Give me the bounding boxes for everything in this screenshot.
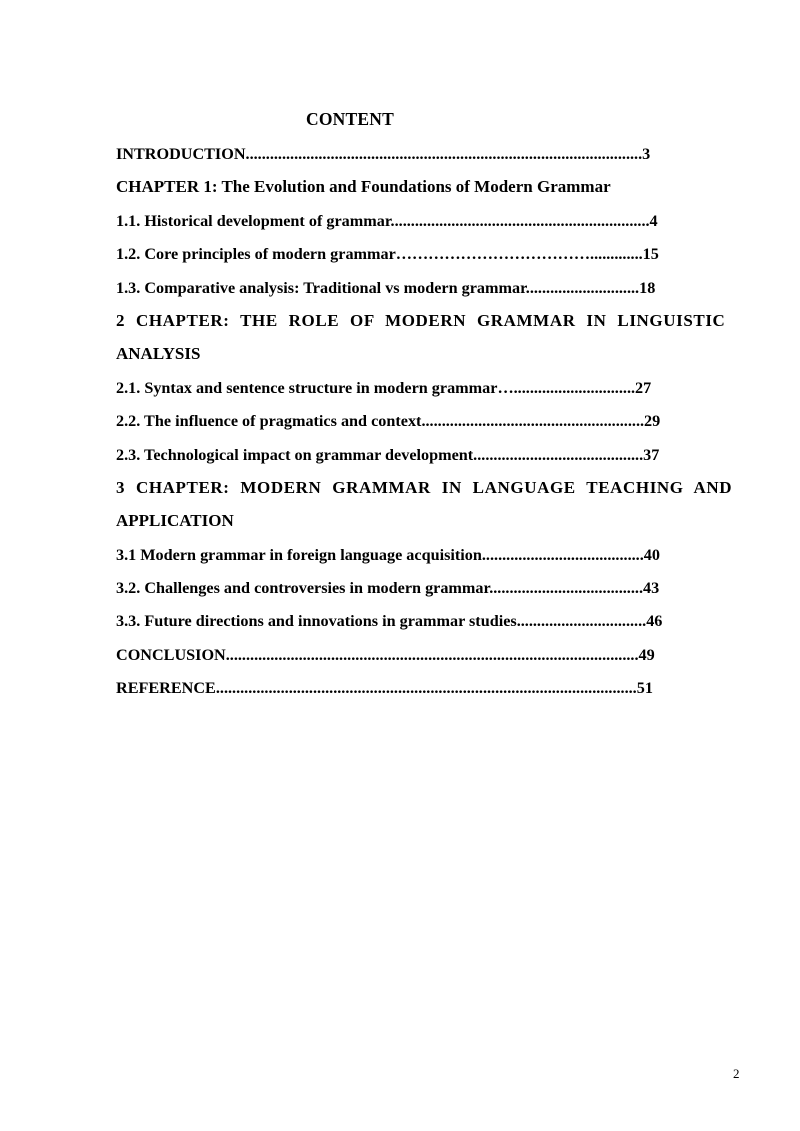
toc-page-number: 37 — [643, 445, 660, 464]
toc-entry-title: 2.3. Technological impact on grammar development — [116, 445, 474, 464]
toc-chapter-2-heading[interactable] — [116, 307, 742, 340]
toc-entry-title: 3.3. Future directions and innovations in grammar studies — [116, 612, 517, 631]
toc-entry-3-3[interactable] — [116, 607, 742, 640]
toc-entry-title: INTRODUCTION — [116, 145, 246, 163]
toc-page-number: 29 — [644, 412, 661, 431]
toc-entry-title: ANALYSIS — [116, 344, 201, 364]
toc-leader: ........................................ — [481, 545, 644, 564]
toc-entry-1-1[interactable] — [116, 207, 742, 240]
toc-entry-conclusion[interactable] — [116, 641, 738, 674]
toc-leader: ...................................................................................................... — [225, 645, 639, 664]
toc-chapter-3-heading[interactable] — [116, 474, 742, 507]
toc-entry-title: REFERENCE — [116, 679, 216, 698]
toc-page-number: 15 — [642, 245, 659, 264]
toc-page-number: 40 — [643, 545, 660, 564]
toc-entry-title: 1.2. Core principles of modern grammar — [116, 245, 396, 264]
toc-page-number: 49 — [638, 645, 655, 664]
toc-entry-title: 1.3. Comparative analysis: Traditional vs modern grammar — [116, 278, 526, 297]
table-of-contents — [116, 140, 742, 708]
toc-entry-2-1[interactable] — [116, 374, 742, 407]
toc-leader: ………………………………............. — [395, 245, 643, 264]
toc-chapter-1-heading[interactable] — [116, 173, 742, 206]
toc-page-number: 27 — [635, 378, 652, 397]
toc-entry-introduction[interactable] — [116, 140, 742, 173]
toc-entry-1-2[interactable] — [116, 240, 742, 273]
toc-entry-reference[interactable] — [116, 674, 738, 707]
toc-entry-title: 3 CHAPTER: MODERN GRAMMAR IN LANGUAGE TEACHING AND — [116, 477, 733, 497]
toc-entry-title: 2.2. The influence of pragmatics and context — [116, 412, 422, 431]
toc-leader: ….............................. — [497, 378, 636, 397]
toc-page-number: 51 — [636, 679, 653, 698]
toc-leader: ................................................................ — [390, 211, 650, 230]
toc-page-number: 3 — [642, 145, 651, 163]
toc-entry-title: CHAPTER 1: The Evolution and Foundations of Modern Grammar — [116, 177, 611, 197]
toc-page-number: 18 — [639, 278, 656, 297]
toc-entry-title: CONCLUSION — [116, 645, 226, 664]
toc-leader: ...................................... — [489, 579, 643, 598]
toc-entry-title: 2 CHAPTER: THE ROLE OF MODERN GRAMMAR IN LINGUISTIC — [116, 310, 726, 330]
toc-page-number: 43 — [642, 579, 660, 598]
page-number: 2 — [733, 1066, 740, 1081]
toc-page-number: 46 — [646, 612, 663, 631]
toc-leader: .................................................................................................. — [245, 145, 643, 163]
toc-entry-1-3[interactable] — [116, 274, 742, 307]
toc-entry-title: 3.1 Modern grammar in foreign language acquisition — [116, 545, 482, 564]
toc-page-number: 4 — [649, 211, 658, 230]
toc-chapter-3-heading-continued[interactable] — [116, 507, 742, 540]
toc-entry-2-3[interactable] — [116, 441, 742, 474]
toc-entry-title: APPLICATION — [116, 511, 234, 531]
toc-chapter-2-heading-continued[interactable] — [116, 340, 742, 373]
toc-leader: ................................ — [516, 612, 647, 631]
toc-leader: ....................................................... — [421, 412, 645, 431]
toc-entry-3-1[interactable] — [116, 541, 742, 574]
toc-leader: .......................................... — [473, 445, 644, 464]
toc-leader: ............................ — [525, 278, 640, 297]
toc-entry-title: 3.2. Challenges and controversies in modern grammar — [116, 579, 490, 598]
toc-entry-2-2[interactable] — [116, 407, 742, 440]
contents-heading: CONTENT — [306, 109, 394, 129]
toc-leader: ........................................................................................................ — [215, 679, 637, 698]
toc-entry-title: 1.1. Historical development of grammar — [116, 211, 391, 230]
toc-entry-3-2[interactable] — [116, 574, 742, 607]
toc-entry-title: 2.1. Syntax and sentence structure in modern grammar — [116, 378, 498, 397]
